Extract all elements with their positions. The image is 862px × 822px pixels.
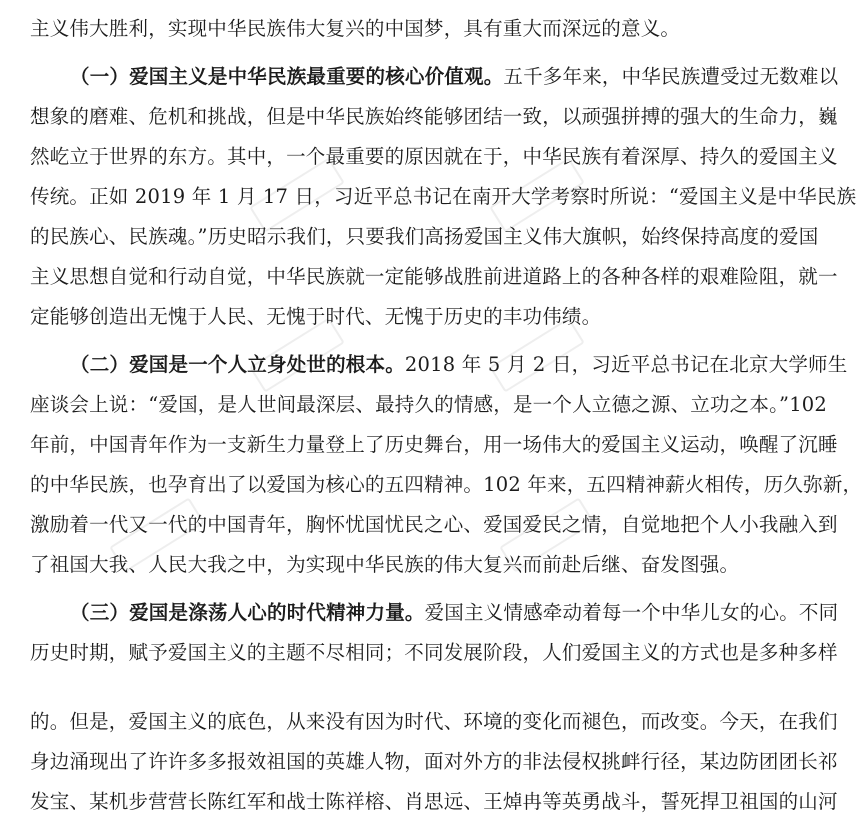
line-text: 2018 年 5 月 2 日，习近平总书记在北京大学师生	[404, 353, 848, 376]
line-text: 座谈会上说：“爱国，是人世间最深层、最持久的情感，是一个人立德之源、立功之本。”102	[30, 393, 828, 416]
section-3-heading-line	[70, 593, 839, 633]
line-text: 然屹立于世界的东方。其中，一个最重要的原因就在于，中华民族有着深厚、持久的爱国主义	[30, 145, 838, 168]
line-text: 传统。正如 2019 年 1 月 17 日，习近平总书记在南开大学考察时所说：“爱国主义是中华民族	[30, 185, 857, 208]
cut-off-previous-line	[30, 0, 770, 4]
line-text: 年前，中国青年作为一支新生力量登上了历史舞台，用一场伟大的爱国主义运动，唤醒了沉睡	[30, 433, 838, 456]
line-text: 想象的磨难、危机和挑战，但是中华民族始终能够团结一致，以顽强拼搏的强大的生命力，巍	[30, 105, 838, 128]
line-text: 的中华民族，也孕育出了以爱国为核心的五四精神。102 年来，五四精神薪火相传，历久弥新，	[30, 473, 862, 496]
paragraph-line	[30, 9, 775, 49]
paragraph-line	[30, 97, 838, 137]
line-text: 身边涌现出了许许多多报效祖国的英雄人物，面对外方的非法侵权挑衅行径，某边防团团长祁	[30, 750, 838, 773]
paragraph-line	[30, 633, 838, 673]
line-text: 主义伟大胜利，实现中华民族伟大复兴的中国梦，具有重大而深远的意义。	[30, 17, 681, 40]
line-text: 发宝、某机步营营长陈红军和战士陈祥榕、肖思远、王焯冉等英勇战斗，誓死捍卫祖国的山河	[30, 790, 838, 813]
section-2-heading: （二）爱国是一个人立身处世的根本。	[70, 353, 405, 376]
line-text: 定能够创造出无愧于人民、无愧于时代、无愧于历史的丰功伟绩。	[30, 305, 602, 328]
paragraph-line	[30, 782, 838, 822]
line-text: 五千多年来，中华民族遭受过无数难以	[503, 65, 839, 88]
paragraph-line	[30, 505, 838, 545]
paragraph-line	[30, 297, 775, 337]
paragraph-line	[30, 217, 819, 257]
paragraph-line	[30, 545, 775, 585]
line-text: 激励着一代又一代的中国青年，胸怀忧国忧民之心、爱国爱民之情，自觉地把个人小我融入到	[30, 513, 838, 536]
paragraph-line	[30, 177, 857, 217]
paragraph-line	[30, 702, 838, 742]
paragraph-line	[30, 425, 838, 465]
line-text: 了祖国大我、人民大我之中，为实现中华民族的伟大复兴而前赴后继、奋发图强。	[30, 553, 740, 576]
paragraph-line	[30, 257, 838, 297]
paragraph-line	[30, 742, 838, 782]
line-text: 主义思想自觉和行动自觉，中华民族就一定能够战胜前进道路上的各种各样的艰难险阻，就一	[30, 265, 838, 288]
line-text: 历史时期，赋予爱国主义的主题不尽相同；不同发展阶段，人们爱国主义的方式也是多种多样	[30, 641, 838, 664]
section-2-heading-line	[70, 345, 848, 385]
paragraph-line	[30, 385, 828, 425]
line-text: 的民族心、民族魂。”历史昭示我们，只要我们高扬爱国主义伟大旗帜，始终保持高度的爱国	[30, 225, 819, 248]
line-text: 爱国主义情感牵动着每一个中华儿女的心。不同	[424, 601, 839, 624]
section-3-heading: （三）爱国是涤荡人心的时代精神力量。	[70, 601, 425, 624]
section-1-heading-line	[70, 57, 839, 97]
section-1-heading: （一）爱国主义是中华民族最重要的核心价值观。	[70, 65, 504, 88]
paragraph-line	[30, 137, 838, 177]
paragraph-line	[30, 465, 862, 505]
line-text: 的。但是，爱国主义的底色，从来没有因为时代、环境的变化而褪色，而改变。今天，在我们	[30, 710, 838, 733]
